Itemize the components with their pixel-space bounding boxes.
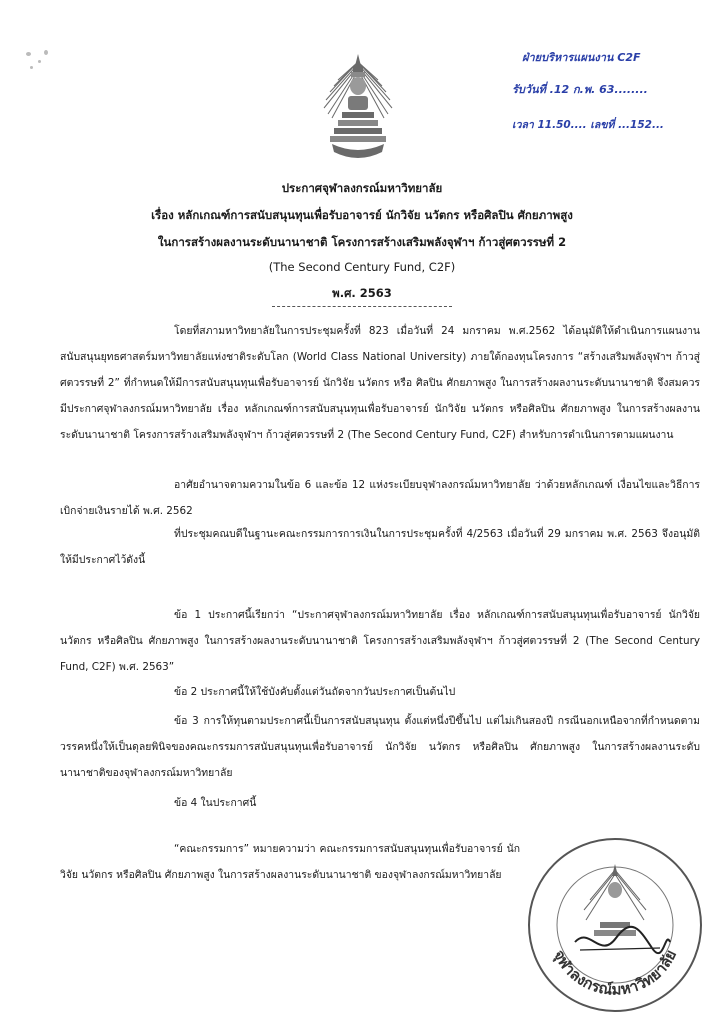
stamp-received-date: รับวันที่ .12 ก.พ. 63........ [512,83,648,96]
scan-speck [44,50,48,55]
stamp-office: ฝ่ายบริหารแผนงาน C2F [522,51,641,64]
announcement-year: พ.ศ. 2563 [332,286,392,300]
clause-2: ข้อ 2 ประกาศนี้ให้ใช้บังคับตั้งแต่วันถัดจากวันประกาศเป็นต้นไป [174,686,456,698]
announcement-subject: เรื่อง หลักเกณฑ์การสนับสนุนทุนเพื่อรับอาจารย์ นักวิจัย นวัตกร หรือศิลปิน ศักยภาพสูง [151,208,573,222]
stamp-time-number: เวลา 11.50.... เลขที่ ...152... [512,119,664,131]
paragraph-authority: อาศัยอำนาจตามความในข้อ 6 และข้อ 12 แห่งระเบียบจุฬาลงกรณ์มหาวิทยาลัย ว่าด้วยหลักเกณฑ์ เงื่อนไขและวิธีการเบิกจ่ายเงินรายได้ พ.ศ. 2562 [60,479,700,517]
clause-4: ข้อ 4 ในประกาศนี้ [174,797,257,809]
heading-divider [272,306,452,307]
definition-committee: “คณะกรรมการ” หมายความว่า คณะกรรมการสนับสนุนทุนเพื่อรับอาจารย์ นักวิจัย นวัตกร หรือศิลปิน ศักยภาพสูง ในการสร้างผลงานระดับนานาชาติ ของจุฬาลงกรณ์มหาวิทยาลัย [60,843,520,881]
paragraph-preamble: โดยที่สภามหาวิทยาลัยในการประชุมครั้งที่ 823 เมื่อวันที่ 24 มกราคม พ.ศ.2562 ได้อนุมัติให้ดำเนินการแผนงานสนับสนุนยุทธศาสตร์มหาวิทยาลัยแห่งชาติระดับโลก (World Class National University) ภายใต้กองทุนโครงการ “สร้างเสริมพลังจุฬาฯ ก้าวสู่ศตวรรษที่ 2” ที่กำหนดให้มีการสนับสนุนทุนเพื่อรับอาจารย์ นักวิจัย นวัตกร หรือ ศิลปิน ศักยภาพสูง ในการสร้างผลงานระดับนานาชาติ จึงสมควรมีประกาศจุฬาลงกรณ์มหาวิทยาลัย เรื่อง หลักเกณฑ์การสนับสนุนทุนเพื่อรับอาจารย์ นักวิจัย นวัตกร หรือศิลปิน ศักยภาพสูง ในการสร้างผลงานระดับนานาชาติ โครงการสร้างเสริมพลังจุฬาฯ ก้าวสู่ศตวรรษที่ 2 (The Second Century Fund, C2F) สำหรับการดำเนินการตามแผนงาน [60,325,700,441]
announcement-subject-cont: ในการสร้างผลงานระดับนานาชาติ โครงการสร้างเสริมพลังจุฬาฯ ก้าวสู่ศตวรรษที่ 2 [157,235,567,249]
scan-speck [26,52,31,56]
university-emblem-icon [318,52,398,170]
university-seal-icon [520,830,710,1020]
paragraph-approval: ที่ประชุมคณบดีในฐานะคณะกรรมการการเงินในการประชุมครั้งที่ 4/2563 เมื่อวันที่ 29 มกราคม พ.ศ. 2563 จึงอนุมัติให้มีประกาศไว้ดังนี้ [60,528,700,566]
receipt-stamp [512,40,712,140]
fund-name: (The Second Century Fund, C2F) [268,260,456,274]
announcement-title: ประกาศจุฬาลงกรณ์มหาวิทยาลัย [281,181,443,195]
clause-3: ข้อ 3 การให้ทุนตามประกาศนี้เป็นการสนับสนุนทุน ตั้งแต่หนึ่งปีขึ้นไป แต่ไม่เกินสองปี กรณีนอกเหนือจากที่กำหนดตามวรรคหนึ่งให้เป็นดุลยพินิจของคณะกรรมการสนับสนุนทุนเพื่อรับอาจารย์ นักวิจัย นวัตกร หรือศิลปิน ศักยภาพสูง ในการสร้างผลงานระดับนานาชาติของจุฬาลงกรณ์มหาวิทยาลัย [60,715,700,779]
seal-text: จุฬาลงกรณ์มหาวิทยาลัย [549,947,681,999]
scan-speck [38,60,41,63]
scan-speck [30,66,33,69]
clause-1: ข้อ 1 ประกาศนี้เรียกว่า “ประกาศจุฬาลงกรณ์มหาวิทยาลัย เรื่อง หลักเกณฑ์การสนับสนุนทุนเพื่อรับอาจารย์ นักวิจัย นวัตกร หรือศิลปิน ศักยภาพสูง ในการสร้างผลงานระดับนานาชาติ โครงการสร้างเสริมพลังจุฬาฯ ก้าวสู่ศตวรรษที่ 2 (The Second Century Fund, C2F) พ.ศ. 2563” [60,609,700,673]
